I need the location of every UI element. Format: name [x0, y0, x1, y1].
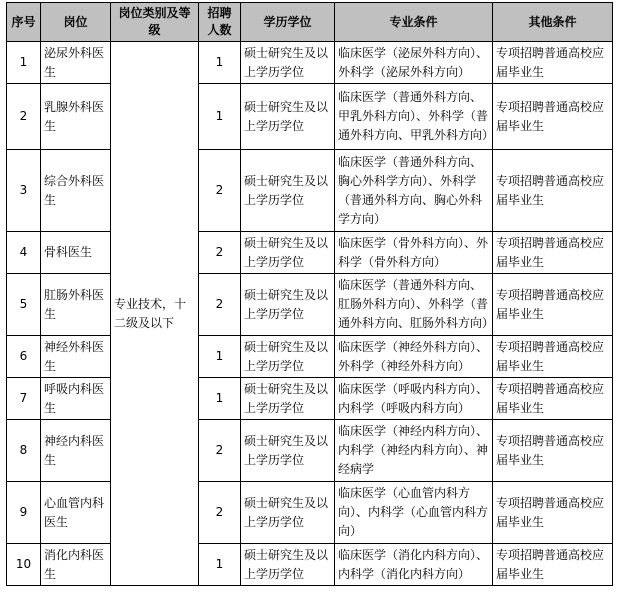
header-major: 专业条件 [335, 3, 493, 42]
cell-education: 硕士研究生及以上学历学位 [241, 274, 335, 336]
cell-major: 临床医学（消化内科方向）、内科学（消化内科方向） [335, 544, 493, 586]
cell-count: 2 [199, 150, 241, 232]
cell-major: 临床医学（骨外科方向）、外科学（骨外科方向） [335, 232, 493, 274]
table-row [7, 42, 613, 84]
cell-no: 3 [7, 150, 41, 232]
cell-no: 8 [7, 420, 41, 482]
header-count: 招聘人数 [199, 3, 241, 42]
cell-other: 专项招聘普通高校应届毕业生 [493, 150, 613, 232]
cell-no: 9 [7, 482, 41, 544]
cell-post: 乳腺外科医生 [41, 84, 111, 150]
cell-education: 硕士研究生及以上学历学位 [241, 84, 335, 150]
cell-post: 神经内科医生 [41, 420, 111, 482]
cell-post: 综合外科医生 [41, 150, 111, 232]
cell-post: 神经外科医生 [41, 336, 111, 378]
cell-major: 临床医学（普通外科方向、甲乳外科方向）、外科学（普通外科方向、甲乳外科方向） [335, 84, 493, 150]
cell-count: 2 [199, 274, 241, 336]
cell-major: 临床医学（普通外科方向、肛肠外科方向）、外科学（普通外科方向、肛肠外科方向） [335, 274, 493, 336]
cell-other: 专项招聘普通高校应届毕业生 [493, 232, 613, 274]
cell-count: 1 [199, 544, 241, 586]
cell-education: 硕士研究生及以上学历学位 [241, 336, 335, 378]
cell-count: 1 [199, 84, 241, 150]
cell-education: 硕士研究生及以上学历学位 [241, 232, 335, 274]
cell-major: 临床医学（神经外科方向）、外科学（神经外科方向） [335, 336, 493, 378]
table-row [7, 378, 613, 420]
cell-no: 10 [7, 544, 41, 586]
table-row [7, 84, 613, 150]
cell-major: 临床医学（呼吸内科方向）、内科学（呼吸内科方向） [335, 378, 493, 420]
header-category: 岗位类别及等级 [111, 3, 199, 42]
cell-other: 专项招聘普通高校应届毕业生 [493, 420, 613, 482]
table-row [7, 150, 613, 232]
header-post: 岗位 [41, 3, 111, 42]
recruitment-table [6, 2, 613, 586]
cell-other: 专项招聘普通高校应届毕业生 [493, 378, 613, 420]
cell-post: 泌尿外科医生 [41, 42, 111, 84]
cell-no: 6 [7, 336, 41, 378]
cell-count: 2 [199, 420, 241, 482]
cell-other: 专项招聘普通高校应届毕业生 [493, 482, 613, 544]
header-row [7, 3, 613, 42]
cell-no: 4 [7, 232, 41, 274]
table-row [7, 544, 613, 586]
cell-count: 2 [199, 232, 241, 274]
cell-major: 临床医学（泌尿外科方向）、外科学（泌尿外科方向） [335, 42, 493, 84]
cell-other: 专项招聘普通高校应届毕业生 [493, 336, 613, 378]
cell-post: 骨科医生 [41, 232, 111, 274]
cell-no: 1 [7, 42, 41, 84]
cell-education: 硕士研究生及以上学历学位 [241, 42, 335, 84]
cell-education: 硕士研究生及以上学历学位 [241, 150, 335, 232]
cell-no: 5 [7, 274, 41, 336]
cell-no: 2 [7, 84, 41, 150]
cell-other: 专项招聘普通高校应届毕业生 [493, 84, 613, 150]
cell-count: 2 [199, 482, 241, 544]
cell-education: 硕士研究生及以上学历学位 [241, 378, 335, 420]
cell-count: 1 [199, 42, 241, 84]
cell-education: 硕士研究生及以上学历学位 [241, 482, 335, 544]
cell-no: 7 [7, 378, 41, 420]
table-row [7, 274, 613, 336]
cell-education: 硕士研究生及以上学历学位 [241, 544, 335, 586]
cell-other: 专项招聘普通高校应届毕业生 [493, 274, 613, 336]
cell-post: 心血管内科医生 [41, 482, 111, 544]
cell-post: 消化内科医生 [41, 544, 111, 586]
cell-category: 专业技术，十二级及以下 [111, 42, 199, 586]
cell-major: 临床医学（神经内科方向）、内科学（神经内科方向）、神经病学 [335, 420, 493, 482]
header-education: 学历学位 [241, 3, 335, 42]
table-row [7, 232, 613, 274]
table-row [7, 336, 613, 378]
cell-count: 1 [199, 336, 241, 378]
cell-other: 专项招聘普通高校应届毕业生 [493, 42, 613, 84]
cell-post: 呼吸内科医生 [41, 378, 111, 420]
table-row [7, 482, 613, 544]
header-no: 序号 [7, 3, 41, 42]
header-other: 其他条件 [493, 3, 613, 42]
cell-major: 临床医学（普通外科方向、胸心外科学方向）、外科学（普通外科方向、胸心外科学方向） [335, 150, 493, 232]
cell-post: 肛肠外科医生 [41, 274, 111, 336]
cell-education: 硕士研究生及以上学历学位 [241, 420, 335, 482]
cell-major: 临床医学（心血管内科方向）、内科学（心血管内科方向） [335, 482, 493, 544]
cell-count: 1 [199, 378, 241, 420]
cell-other: 专项招聘普通高校应届毕业生 [493, 544, 613, 586]
table-row [7, 420, 613, 482]
